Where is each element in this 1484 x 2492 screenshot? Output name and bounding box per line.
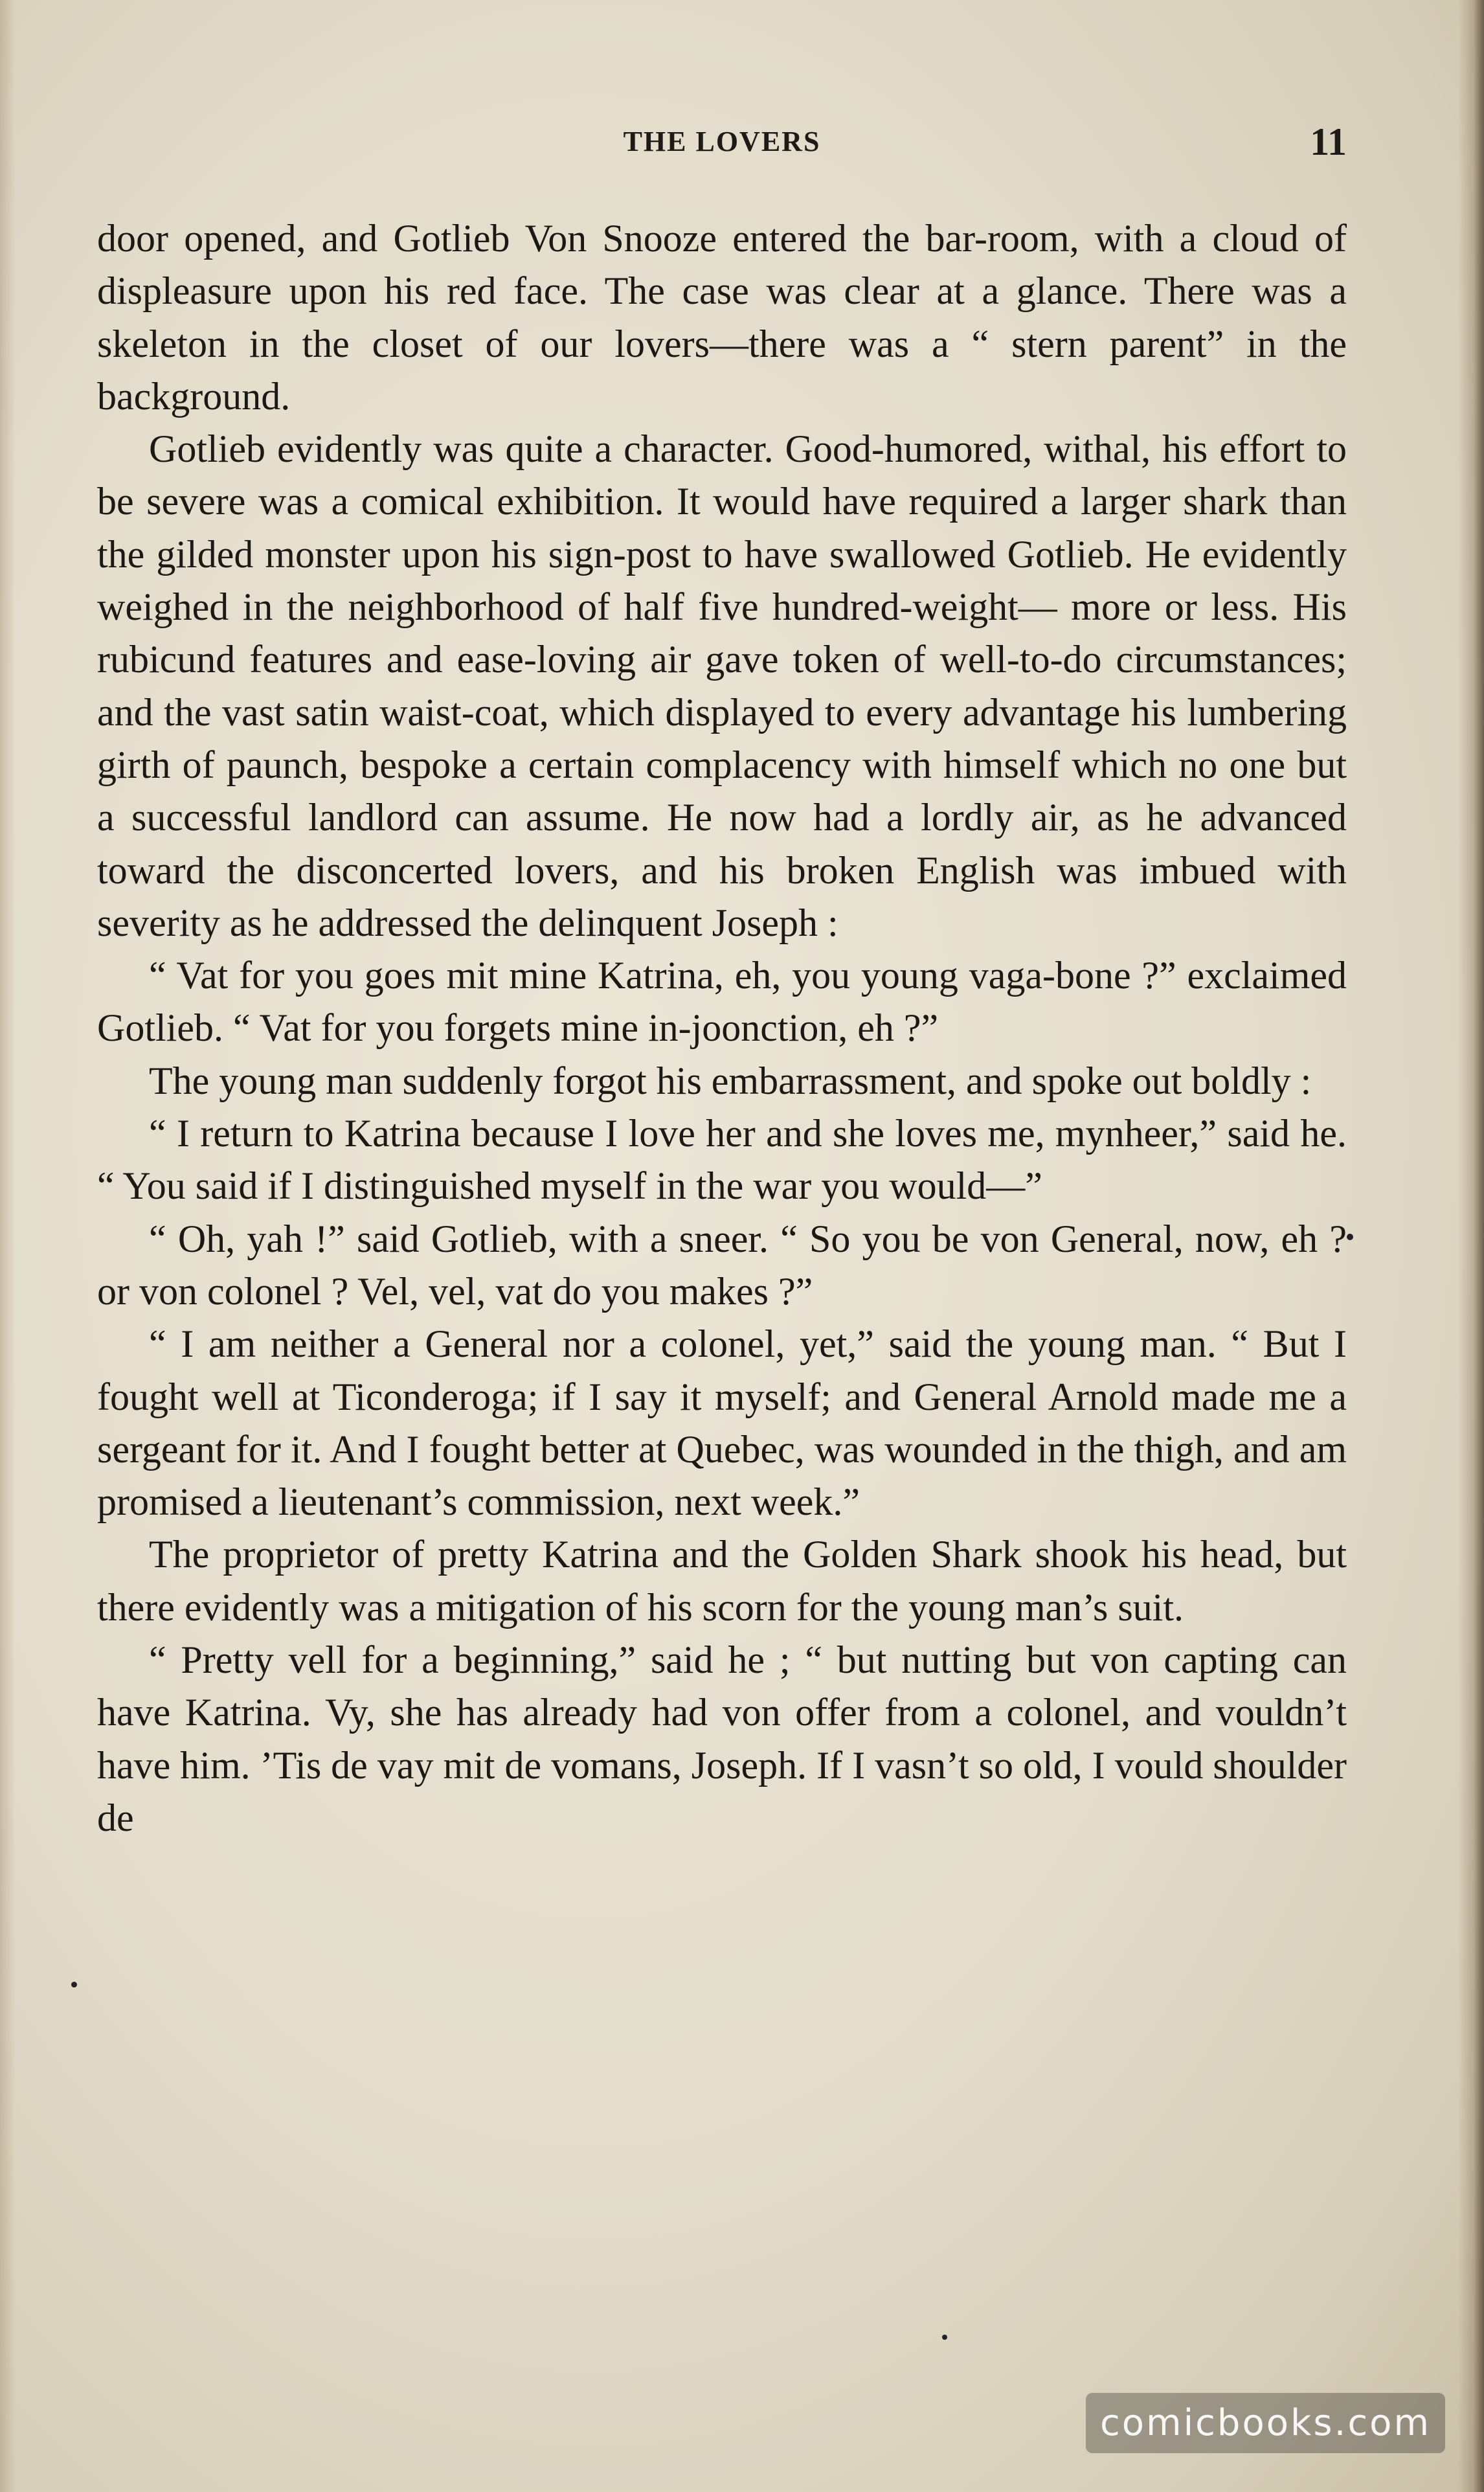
paragraph: “ I am neither a General nor a colonel, yet,” said the young man. “ But I fought well at Ticonderoga; if I say it myself; and General Arnold made me a sergeant for it. And I fought better at Quebec, was wounded in the thigh, and am promised a lieutenant’s commission, next week.” (97, 1322, 1347, 1524)
ink-speck (942, 2335, 947, 2340)
ink-speck (1347, 1234, 1353, 1240)
page-left-edge (0, 0, 16, 2492)
paragraph: “ I return to Katrina because I love her and she loves me, mynheer,” said he. “ You said if I distinguished myself in the war you would—” (97, 1112, 1347, 1208)
paragraph: “ Pretty vell for a beginning,” said he ; “ but nutting but von capting can have Katrina. Vy, she has already had von offer from a colonel, and vouldn’t have him. ’Tis de vay mit de vomans, Joseph. If I vasn’t so old, I vould shoulder de (97, 1638, 1347, 1839)
watermark: comicbooks.com (1086, 2393, 1445, 2453)
paragraph: “ Vat for you goes mit mine Katrina, eh, you young vaga-bone ?” exclaimed Gotlieb. “ Vat for you forgets mine in-joonction, eh ?” (97, 954, 1347, 1050)
paragraph: “ Oh, yah !” said Gotlieb, with a sneer. “ So you be von General, now, eh ? or von colonel ? Vel, vel, vat do you makes ?” (97, 1217, 1347, 1313)
page-right-edge (1458, 0, 1484, 2492)
paragraph: door opened, and Gotlieb Von Snooze entered the bar-room, with a cloud of displeasure upon his red face. The case was clear at a glance. There was a skeleton in the closet of our lovers—there was a “ stern parent” in the background. (97, 217, 1347, 418)
paragraph: Gotlieb evidently was quite a character. Good-humored, withal, his effort to be severe was a comical exhibition. It would have required a larger shark than the gilded monster upon his sign-post to have swallowed Gotlieb. He evidently weighed in the neighborhood of half five hundred-weight— more or less. His rubicund features and ease-loving air gave token of well-to-do circumstances; and the vast satin waist-coat, which displayed to every advantage his lumbering girth of paunch, bespoke a certain complacency with himself which no one but a successful landlord can assume. He now had a lordly air, as he advanced toward the disconcerted lovers, and his broken English was imbued with severity as he addressed the delinquent Joseph : (97, 427, 1347, 944)
running-head: THE LOVERS (623, 126, 821, 157)
page-header (97, 120, 1347, 165)
paragraph: The proprietor of pretty Katrina and the Golden Shark shook his head, but there evidently was a mitigation of his scorn for the young man’s suit. (97, 1533, 1347, 1629)
page-number: 11 (1310, 120, 1347, 163)
paragraph: The young man suddenly forgot his embarrassment, and spoke out boldly : (149, 1059, 1312, 1102)
body-text (97, 212, 1347, 1844)
ink-speck (71, 1982, 77, 1988)
